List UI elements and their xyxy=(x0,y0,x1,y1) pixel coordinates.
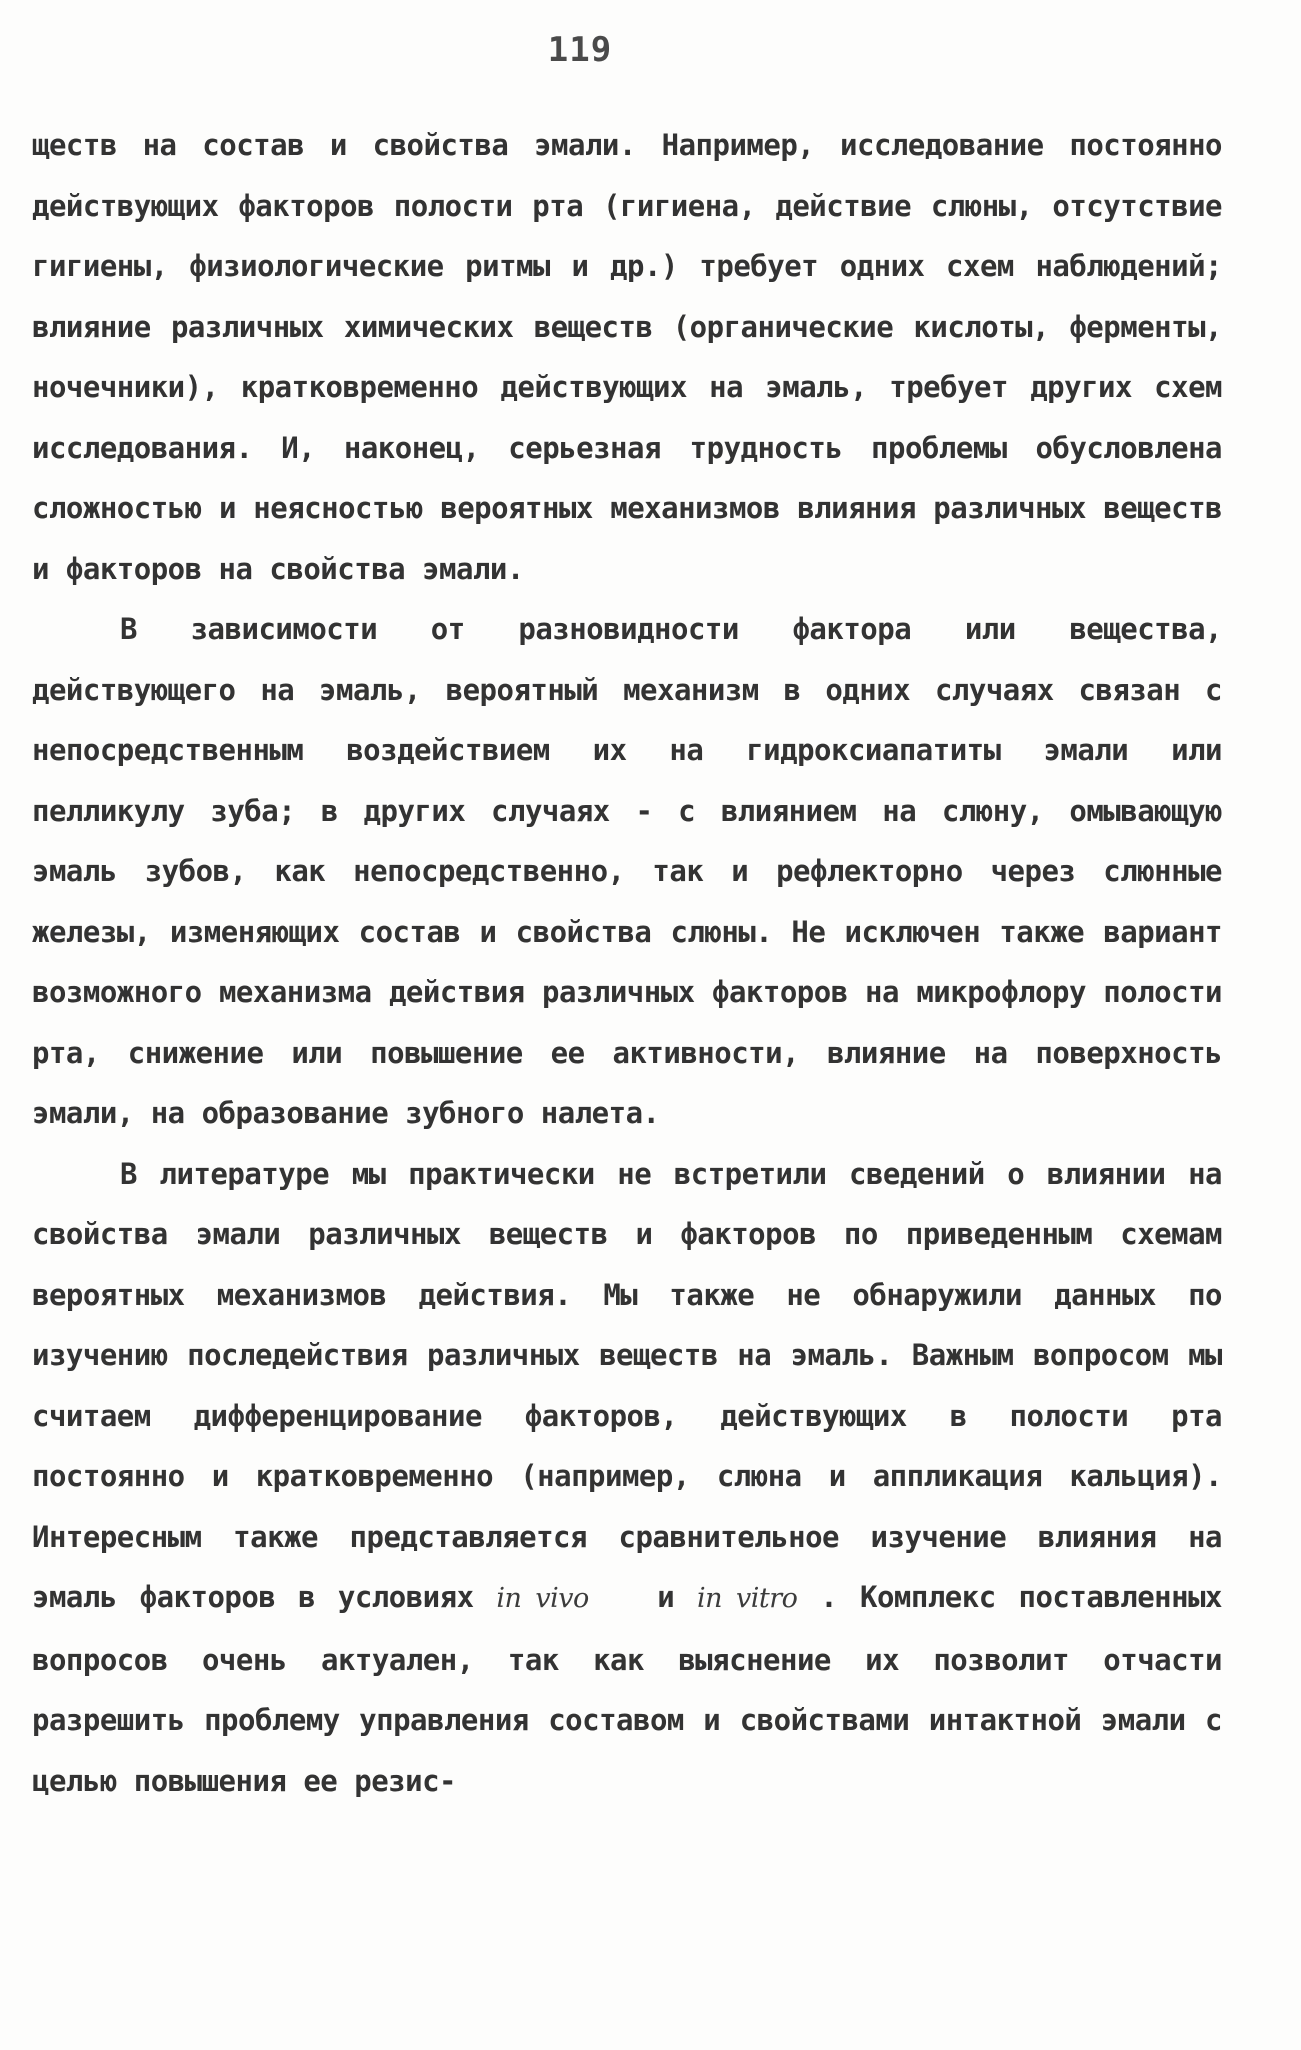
paragraph-2: В зависимости от разновидности фактора или вещества, действующего на эмаль, вероятный механизм в одних случаях связан с непосредственным воздействием их на гидроксиапатиты эмали или пелликулу зуба; в других случаях - с влиянием на слюну, омывающую эмаль зубов, как непосредственно, так и рефлекторно через слюнные железы, изменяющих состав и свойства слюны. Не исключен также вариант возможного механизма действия различных факторов на микрофлору полости рта, снижение или повышение ее активности, влияние на поверхность эмали, на образование зубного налета. xyxy=(32,612,1239,1130)
handwritten-in-vitro: in vitro xyxy=(697,1583,798,1614)
paragraph-3-text-end: . Комплекс поставленных вопросов очень актуален, так как выяснение их позволит отчасти разрешить проблему управления составом и свойствами интактной эмали с целью повышения ее резис- xyxy=(32,1580,1239,1798)
paragraph-3 xyxy=(32,1144,1239,1812)
paragraph-3-text-start: В литературе мы практически не встретили сведений о влиянии на свойства эмали различных веществ и факторов по приведенным схемам вероятных механизмов действия. Мы также не обнаружили данных по изучению последействия различных веществ на эмаль. Важным вопросом мы считаем дифференцирование факторов, действующих в полости рта постоянно и кратковременно (например, слюна и аппликация кальция). Интересным также представляется сравнительное изучение влияния на эмаль факторов в условиях xyxy=(32,1156,1239,1614)
page-number: 119 xyxy=(547,30,613,70)
paragraph-3-text-middle: и xyxy=(588,1580,698,1614)
handwritten-in-vivo: in vivo xyxy=(496,1583,589,1614)
document-body xyxy=(32,115,1239,1811)
paragraph-1: ществ на состав и свойства эмали. Например, исследование постоянно действующих факторов полости рта (гигиена, действие слюны, отсутствие гигиены, физиологические ритмы и др.) требует одних схем наблюдений; влияние различных химических веществ (органические кислоты, ферменты, ночечники), кратковременно действующих на эмаль, требует других схем исследования. И, наконец, серьезная трудность проблемы обусловлена сложностью и неясностью вероятных механизмов влияния различных веществ и факторов на свойства эмали. xyxy=(32,128,1239,586)
